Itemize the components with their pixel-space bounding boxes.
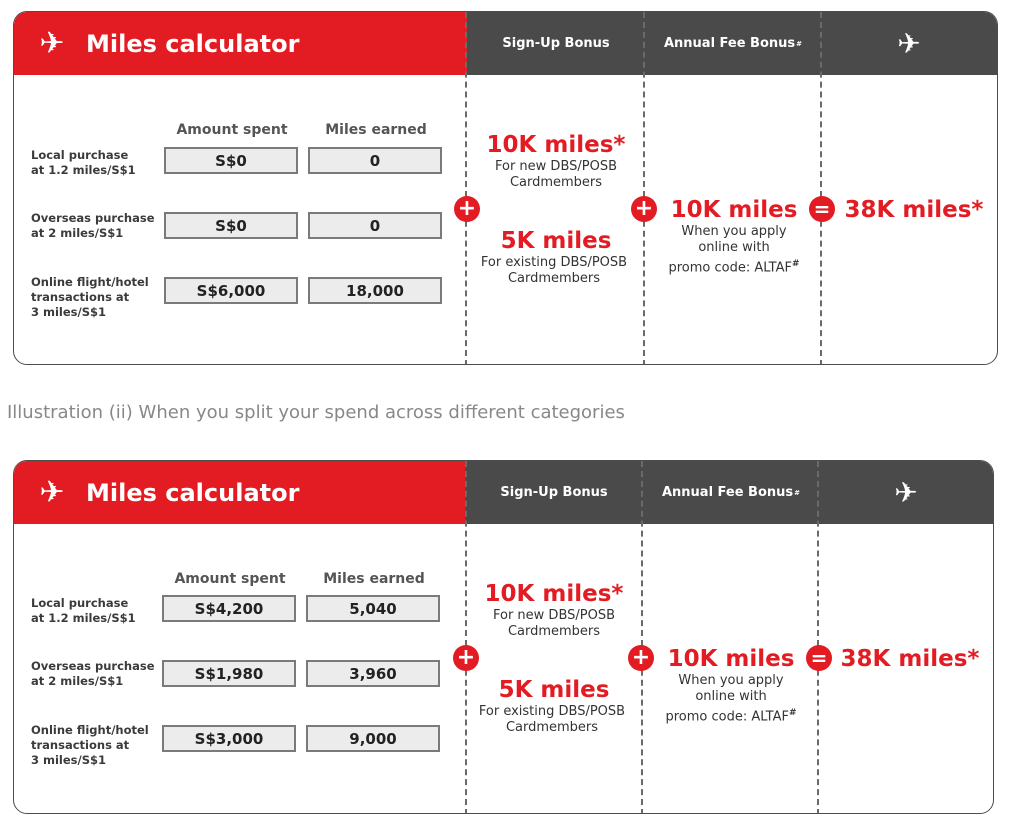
annual-fee-bonus-heading: Annual Fee Bonus #: [661, 485, 801, 500]
dashed-divider: [820, 12, 822, 365]
dashed-divider: [641, 461, 643, 814]
bonus-header: [465, 461, 993, 524]
miles-calculator-2: [13, 460, 994, 814]
sign-up-bonus-heading: Sign-Up Bonus: [500, 485, 608, 500]
row-label-local: Local purchase at 1.2 miles/S$1: [31, 148, 136, 177]
airplane-icon: ✈: [894, 476, 918, 509]
new-cardmember-miles: 10K miles*: [484, 581, 624, 607]
plus-icon: +: [631, 196, 657, 222]
plus-icon: +: [453, 645, 479, 671]
row-label-overseas: Overseas purchase at 2 miles/S$1: [31, 211, 155, 240]
total-miles: 38K miles*: [844, 197, 984, 223]
miles-earned-heading: Miles earned: [325, 122, 427, 138]
local-miles-field: 0: [308, 147, 442, 174]
total-miles: 38K miles*: [840, 646, 980, 672]
annual-fee-bonus-heading: Annual Fee Bonus #: [663, 36, 803, 51]
local-miles-field: 5,040: [306, 595, 440, 622]
new-cardmember-miles: 10K miles*: [486, 132, 626, 158]
equals-icon: =: [809, 196, 835, 222]
annual-fee-miles: 10K miles: [667, 646, 795, 672]
bonus-header: [467, 12, 997, 75]
illustration-caption: Illustration (ii) When you split your spend across different categories: [7, 402, 625, 423]
row-label-overseas: Overseas purchase at 2 miles/S$1: [31, 659, 155, 688]
calculator-header: [14, 461, 465, 524]
dashed-divider: [817, 461, 819, 814]
annual-fee-desc: When you apply online with promo code: ALTAF#: [665, 673, 797, 725]
amount-spent-heading: Amount spent: [176, 122, 288, 138]
row-label-online: Online flight/hotel transactions at 3 miles/S$1: [31, 275, 149, 319]
online-amount-field[interactable]: S$3,000: [162, 725, 296, 752]
overseas-miles-field: 3,960: [306, 660, 440, 687]
existing-cardmember-desc: For existing DBS/POSB Cardmembers: [478, 704, 626, 735]
annual-fee-desc: When you apply online with promo code: ALTAF#: [668, 224, 800, 276]
dashed-divider: [643, 12, 645, 365]
airplane-icon: ✈: [897, 27, 921, 60]
annual-fee-miles: 10K miles: [670, 197, 798, 223]
online-amount-field[interactable]: S$6,000: [164, 277, 298, 304]
online-miles-field: 18,000: [308, 277, 442, 304]
miles-calculator-1: [13, 11, 998, 365]
calculator-title: Miles calculator: [86, 29, 300, 58]
dashed-divider: [465, 461, 467, 814]
new-cardmember-desc: For new DBS/POSB Cardmembers: [492, 608, 616, 639]
local-amount-field[interactable]: S$0: [164, 147, 298, 174]
online-miles-field: 9,000: [306, 725, 440, 752]
amount-spent-heading: Amount spent: [174, 571, 286, 587]
overseas-amount-field[interactable]: S$0: [164, 212, 298, 239]
calculator-title: Miles calculator: [86, 478, 300, 507]
row-label-local: Local purchase at 1.2 miles/S$1: [31, 596, 136, 625]
row-label-online: Online flight/hotel transactions at 3 miles/S$1: [31, 723, 149, 767]
overseas-miles-field: 0: [308, 212, 442, 239]
calculator-header: [14, 12, 467, 75]
airplane-icon: ✈: [39, 26, 65, 61]
plus-icon: +: [454, 196, 480, 222]
miles-earned-heading: Miles earned: [323, 571, 425, 587]
new-cardmember-desc: For new DBS/POSB Cardmembers: [494, 159, 618, 190]
overseas-amount-field[interactable]: S$1,980: [162, 660, 296, 687]
equals-icon: =: [806, 645, 832, 671]
existing-cardmember-miles: 5K miles: [500, 228, 612, 254]
airplane-icon: ✈: [39, 475, 65, 510]
dashed-divider: [465, 12, 467, 365]
existing-cardmember-miles: 5K miles: [498, 677, 610, 703]
sign-up-bonus-heading: Sign-Up Bonus: [502, 36, 610, 51]
plus-icon: +: [628, 645, 654, 671]
existing-cardmember-desc: For existing DBS/POSB Cardmembers: [480, 255, 628, 286]
local-amount-field[interactable]: S$4,200: [162, 595, 296, 622]
